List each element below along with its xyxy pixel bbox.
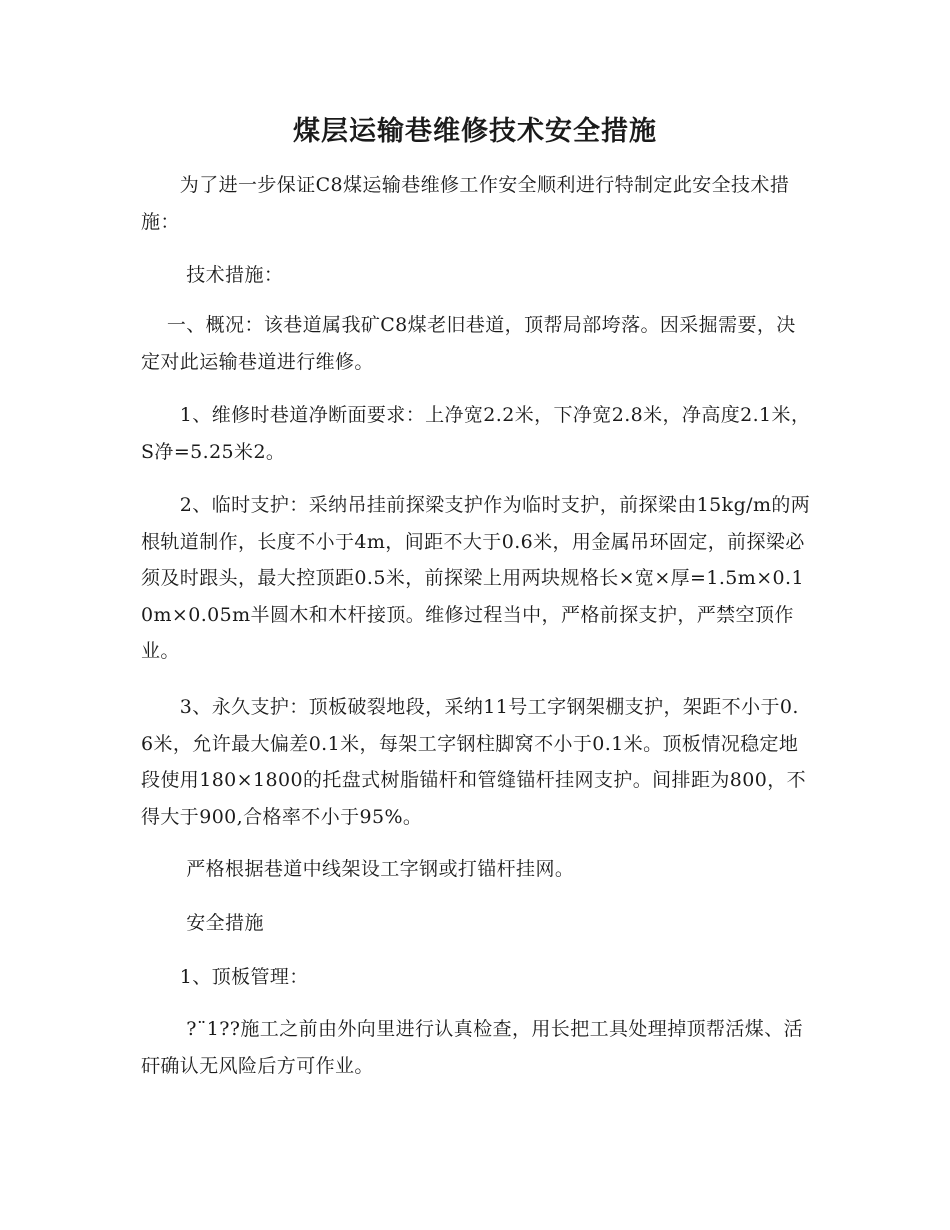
overview-paragraph: 一、概况：该巷道属我矿C8煤老旧巷道，顶帮局部垮落。因采掘需要，决定对此运输巷道进行维修。: [141, 314, 796, 373]
temporary-support-paragraph: 2、临时支护：采纳吊挂前探梁支护作为临时支护，前探梁由15kg/m的两根轨道制作，长度不小于4m，间距不大于0.6米，用金属吊环固定，前探梁必须及时跟头，最大控顶距0.5米，前探梁上用两块规格长×宽×厚=1.5m×0.10m×0.05m半圆木和木杆接顶。维修过程当中，严格前探支护，严禁空顶作业。: [141, 494, 811, 662]
inspection-paragraph: ?¨1??施工之前由外向里进行认真检查，用长把工具处理掉顶帮活煤、活矸确认无风险后方可作业。: [141, 1018, 803, 1077]
intro-paragraph: 为了进一步保证C8煤运输巷维修工作安全顺利进行特制定此安全技术措施：: [141, 174, 790, 233]
safety-measures-heading: 安全措施: [141, 912, 264, 934]
technical-measures-heading: 技术措施：: [141, 264, 284, 286]
centerline-paragraph: 严格根据巷道中线架设工字钢或打锚杆挂网。: [141, 858, 575, 880]
permanent-support-paragraph: 3、永久支护：顶板破裂地段，采纳11号工字钢架棚支护，架距不小于0.6米，允许最大偏差0.1米，每架工字钢柱脚窝不小于0.1米。顶板情况稳定地段使用180×1800的托盘式树脂锚杆和管缝锚杆挂网支护。间排距为800，不得大于900,合格率不小于95%。: [141, 696, 807, 828]
section-cross-requirement-paragraph: 1、维修时巷道净断面要求：上净宽2.2米，下净宽2.8米，净高度2.1米，S净=5.25米2。: [141, 404, 811, 463]
document-title: 煤层运输巷维修技术安全措施: [293, 116, 657, 147]
roof-management-heading: 1、顶板管理：: [141, 966, 309, 988]
